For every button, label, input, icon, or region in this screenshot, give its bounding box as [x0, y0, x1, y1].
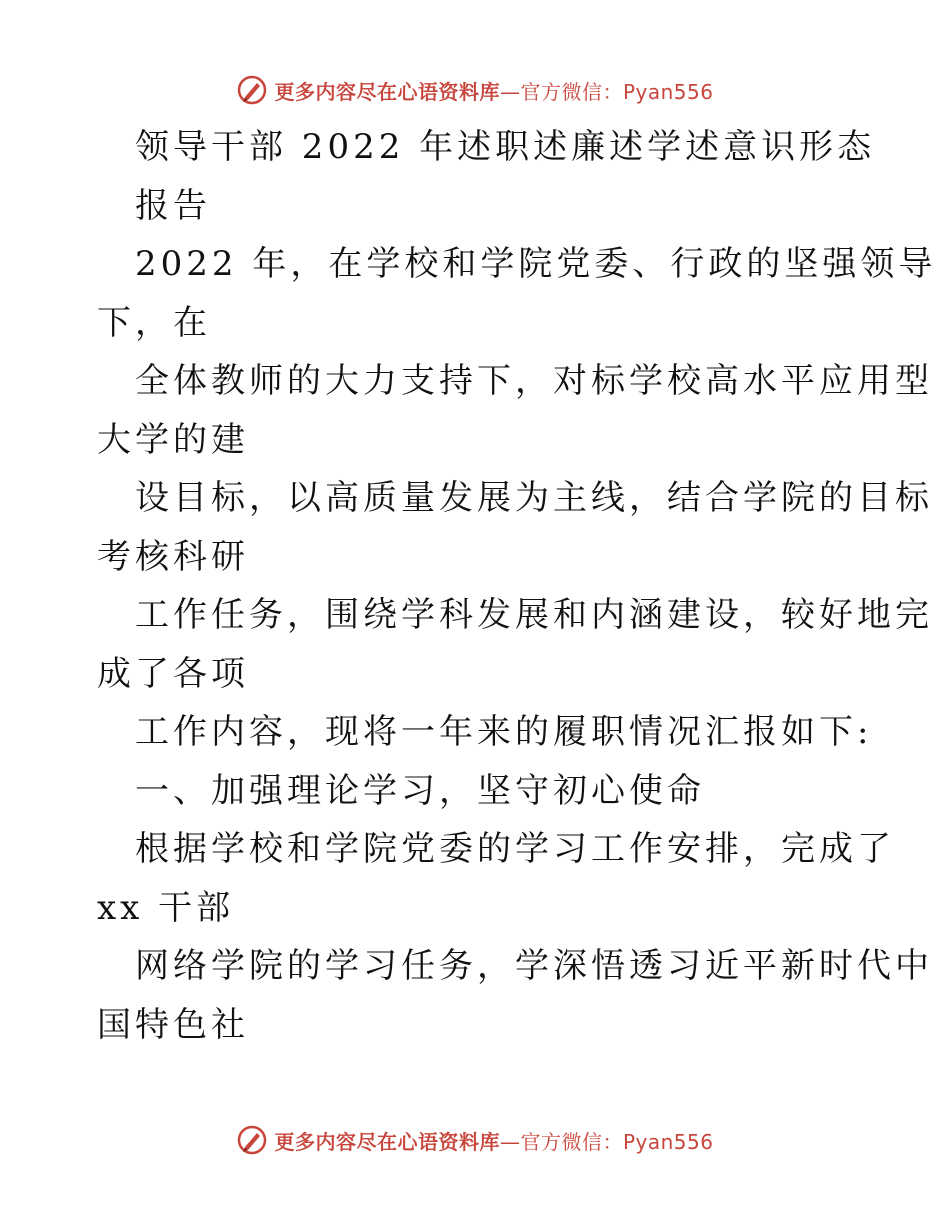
pen-circle-logo-icon: [236, 74, 268, 106]
paragraph-line: 国特色社: [97, 1004, 249, 1045]
paragraph-line: 2022 年，在学校和学院党委、行政的坚强领导: [135, 244, 937, 284]
paragraph-line: 设目标，以高质量发展为主线，结合学院的目标: [135, 478, 933, 518]
paragraph-line: 工作内容，现将一年来的履职情况汇报如下:: [135, 712, 873, 752]
watermark-footer: [0, 1120, 950, 1160]
paragraph-line: 工作任务，围绕学科发展和内涵建设，较好地完: [135, 595, 933, 635]
watermark-text: 更多内容尽在心语资料库—官方微信：Pyan556: [274, 79, 714, 104]
paragraph-line: 成了各项: [97, 653, 249, 694]
pen-circle-logo-icon: [236, 1124, 268, 1156]
document-body: [97, 118, 937, 1054]
title-line: 报告: [135, 185, 211, 226]
watermark-text: 更多内容尽在心语资料库—官方微信：Pyan556: [274, 1129, 714, 1154]
title-line: 领导干部 2022 年述职述廉述学述意识形态: [135, 127, 876, 167]
paragraph-line: 下，在: [97, 302, 211, 343]
paragraph-line: 全体教师的大力支持下，对标学校高水平应用型: [135, 361, 933, 401]
paragraph-line: xx 干部: [97, 887, 235, 928]
watermark-header: [0, 70, 950, 110]
paragraph-line: 大学的建: [97, 419, 249, 460]
paragraph-line: 考核科研: [97, 536, 249, 577]
section-heading: 一、加强理论学习，坚守初心使命: [135, 770, 705, 811]
paragraph-line: 根据学校和学院党委的学习工作安排，完成了: [135, 829, 895, 869]
paragraph-line: 网络学院的学习任务，学深悟透习近平新时代中: [135, 946, 933, 986]
